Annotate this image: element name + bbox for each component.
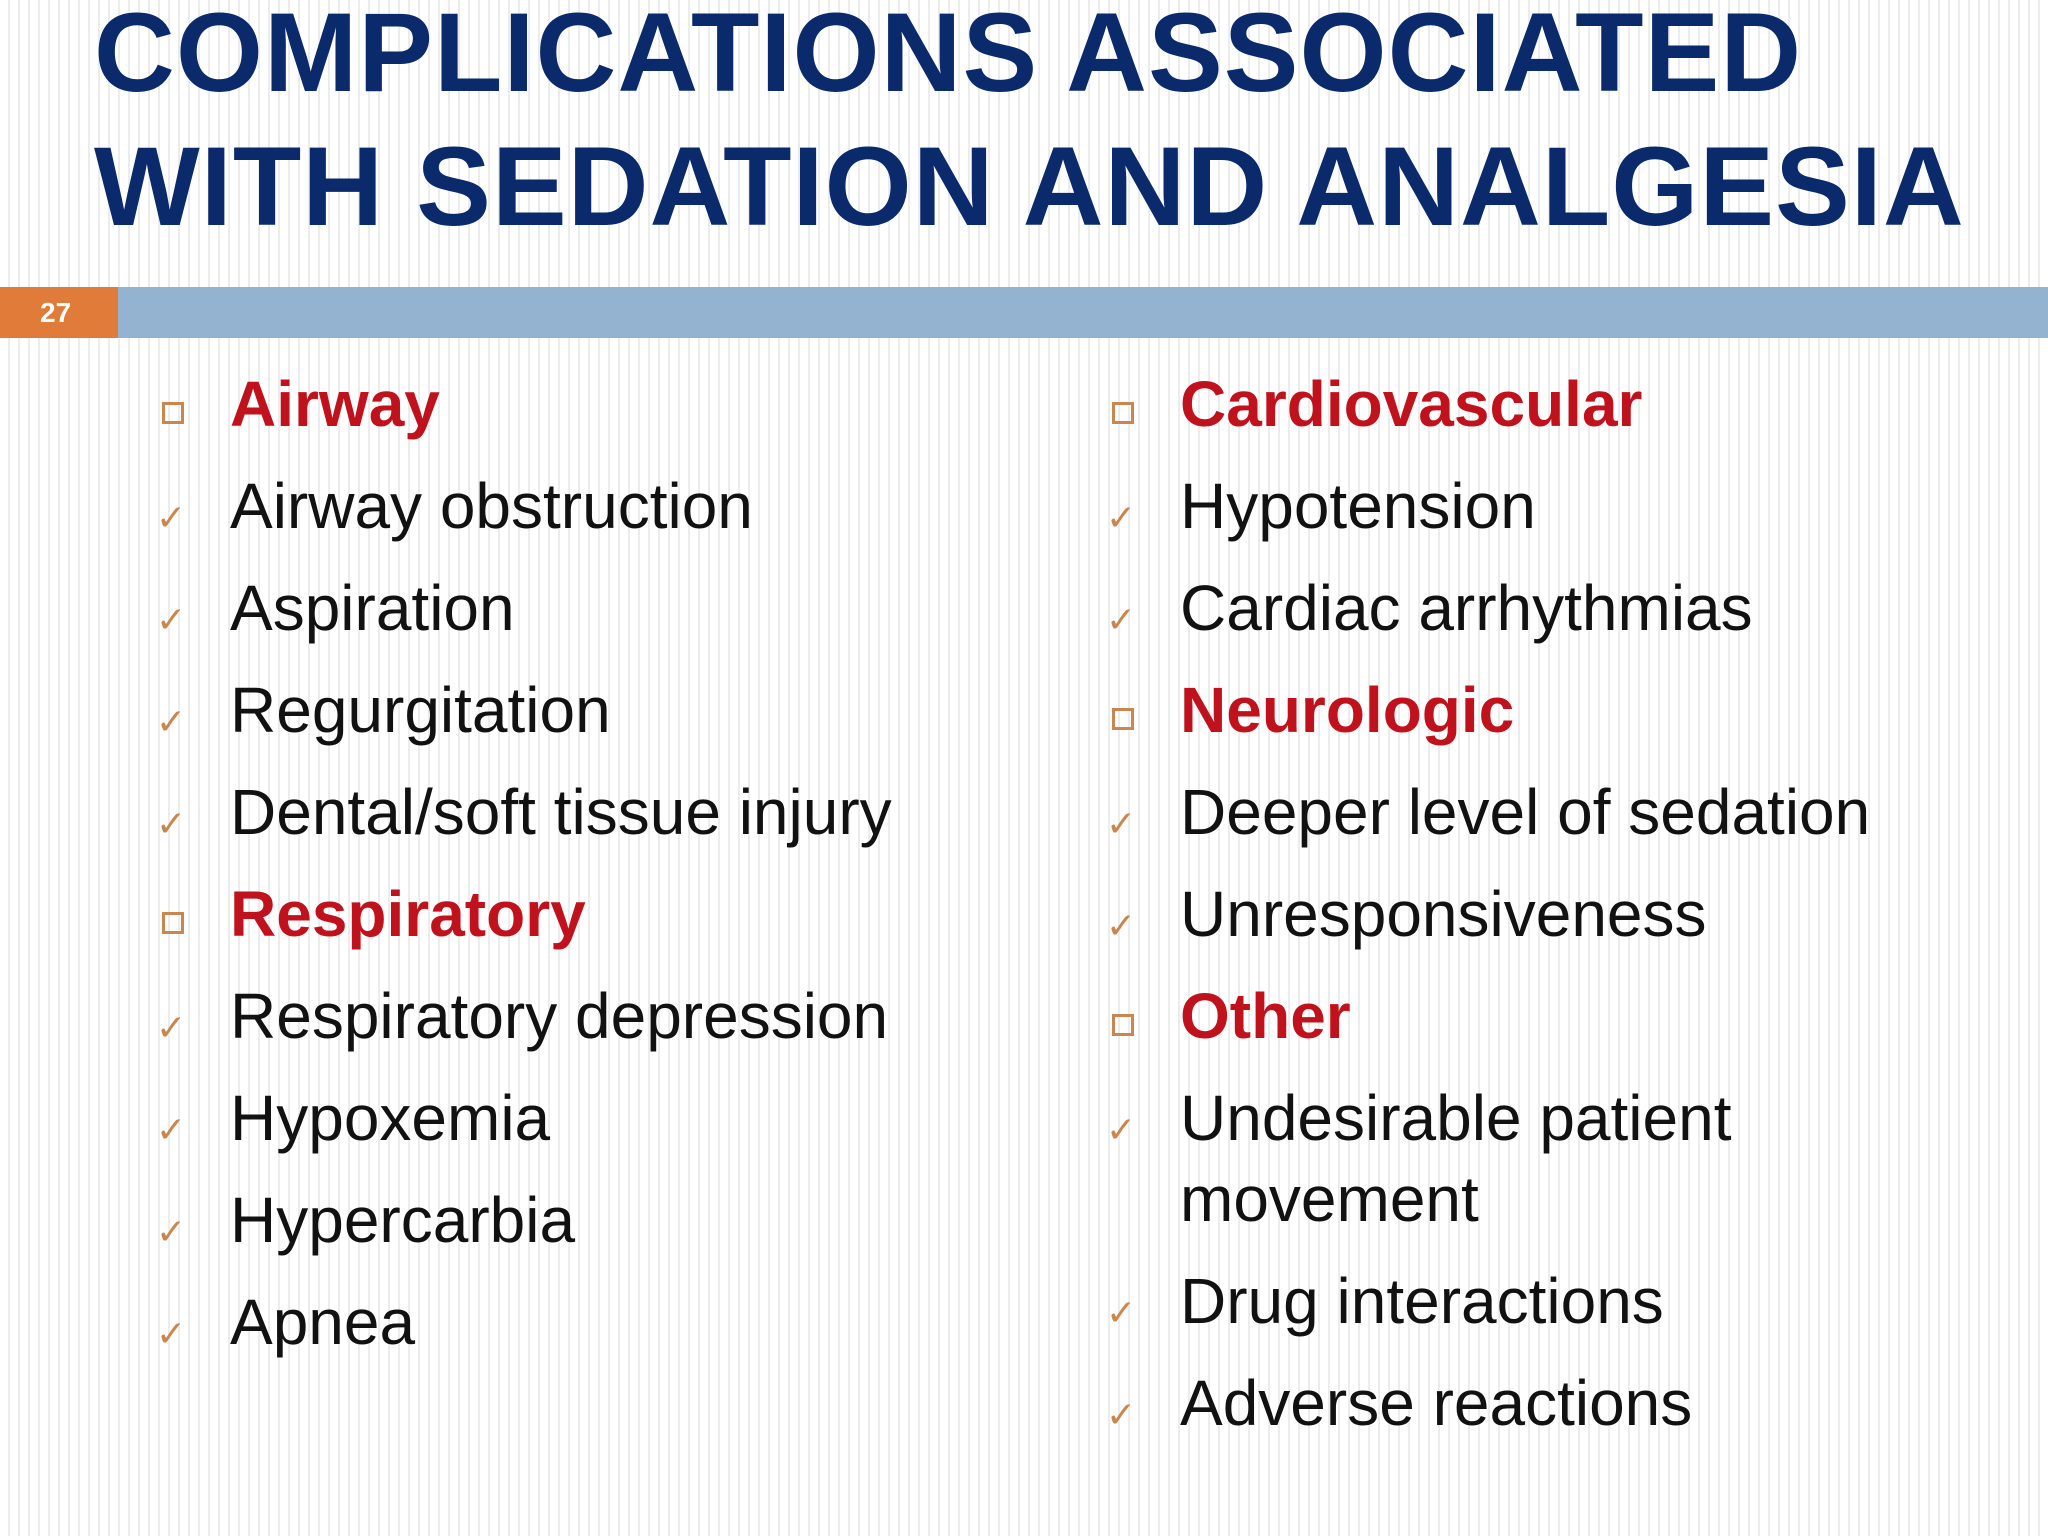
checkmark-icon: ✓ [156,1212,187,1253]
list-item [156,670,1036,772]
right-column-list [1106,364,2006,1465]
list-item [156,1078,1036,1180]
list-item-label: Hypercarbia [230,1184,576,1256]
list-item-label: Regurgitation [230,674,611,746]
list-item [156,1180,1036,1282]
checkmark-icon: ✓ [156,1314,187,1355]
checkmark-icon: ✓ [156,498,187,539]
list-item [1106,1363,2006,1465]
list-item [156,1282,1036,1384]
slide-title: COMPLICATIONS ASSOCIATED WITH SEDATION AND ANALGESIA [94,0,1965,249]
title-band [0,287,2048,338]
list-item [156,976,1036,1078]
list-item [1106,1261,2006,1363]
checkmark-icon: ✓ [1106,600,1137,641]
checkmark-icon: ✓ [1106,1110,1137,1151]
square-bullet-icon [1106,670,1146,751]
checkmark-icon: ✓ [1106,804,1137,845]
left-column-list [156,364,1036,1384]
list-heading-airway [156,364,1036,466]
checkmark-icon: ✓ [1106,906,1137,947]
list-heading-other [1106,976,2006,1078]
list-heading-neurologic [1106,670,2006,772]
square-bullet-icon [1106,364,1146,445]
list-item-label: Unresponsiveness [1180,878,1707,950]
list-item-label: Dental/soft tissue injury [230,776,892,848]
list-item [1106,772,2006,874]
list-item-label: Cardiac arrhythmias [1180,572,1753,644]
list-heading-cardiovascular [1106,364,2006,466]
list-item-label: Adverse reactions [1180,1367,1693,1439]
list-item [156,772,1036,874]
checkmark-icon: ✓ [156,1110,187,1151]
list-item-label: Respiratory depression [230,980,889,1052]
checkmark-icon: ✓ [156,600,187,641]
list-item-label: Apnea [230,1286,416,1358]
checkmark-icon: ✓ [1106,1395,1137,1436]
list-item-label: Aspiration [230,572,515,644]
list-item-label: Deeper level of sedation [1180,776,1871,848]
square-bullet-icon [1106,976,1146,1057]
checkmark-icon: ✓ [1106,498,1137,539]
list-heading-label: Other [1180,980,1351,1052]
checkmark-icon: ✓ [156,1008,187,1049]
list-item-label: Hypoxemia [230,1082,551,1154]
list-item-label: Hypotension [1180,470,1536,542]
list-heading-respiratory [156,874,1036,976]
list-item-label: Drug interactions [1180,1265,1664,1337]
list-item [1106,1078,2006,1261]
checkmark-icon: ✓ [156,702,187,743]
list-item [1106,466,2006,568]
list-heading-label: Airway [230,368,440,440]
list-item [1106,568,2006,670]
list-heading-label: Cardiovascular [1180,368,1643,440]
square-bullet-icon [156,874,196,955]
checkmark-icon: ✓ [1106,1293,1137,1334]
list-item-label: Airway obstruction [230,470,753,542]
list-item-label: Undesirable patient movement [1180,1082,1732,1235]
slide-number-badge: 27 [0,287,118,338]
list-heading-label: Neurologic [1180,674,1515,746]
list-item [1106,874,2006,976]
square-bullet-icon [156,364,196,445]
list-heading-label: Respiratory [230,878,586,950]
checkmark-icon: ✓ [156,804,187,845]
list-item [156,466,1036,568]
list-item [156,568,1036,670]
